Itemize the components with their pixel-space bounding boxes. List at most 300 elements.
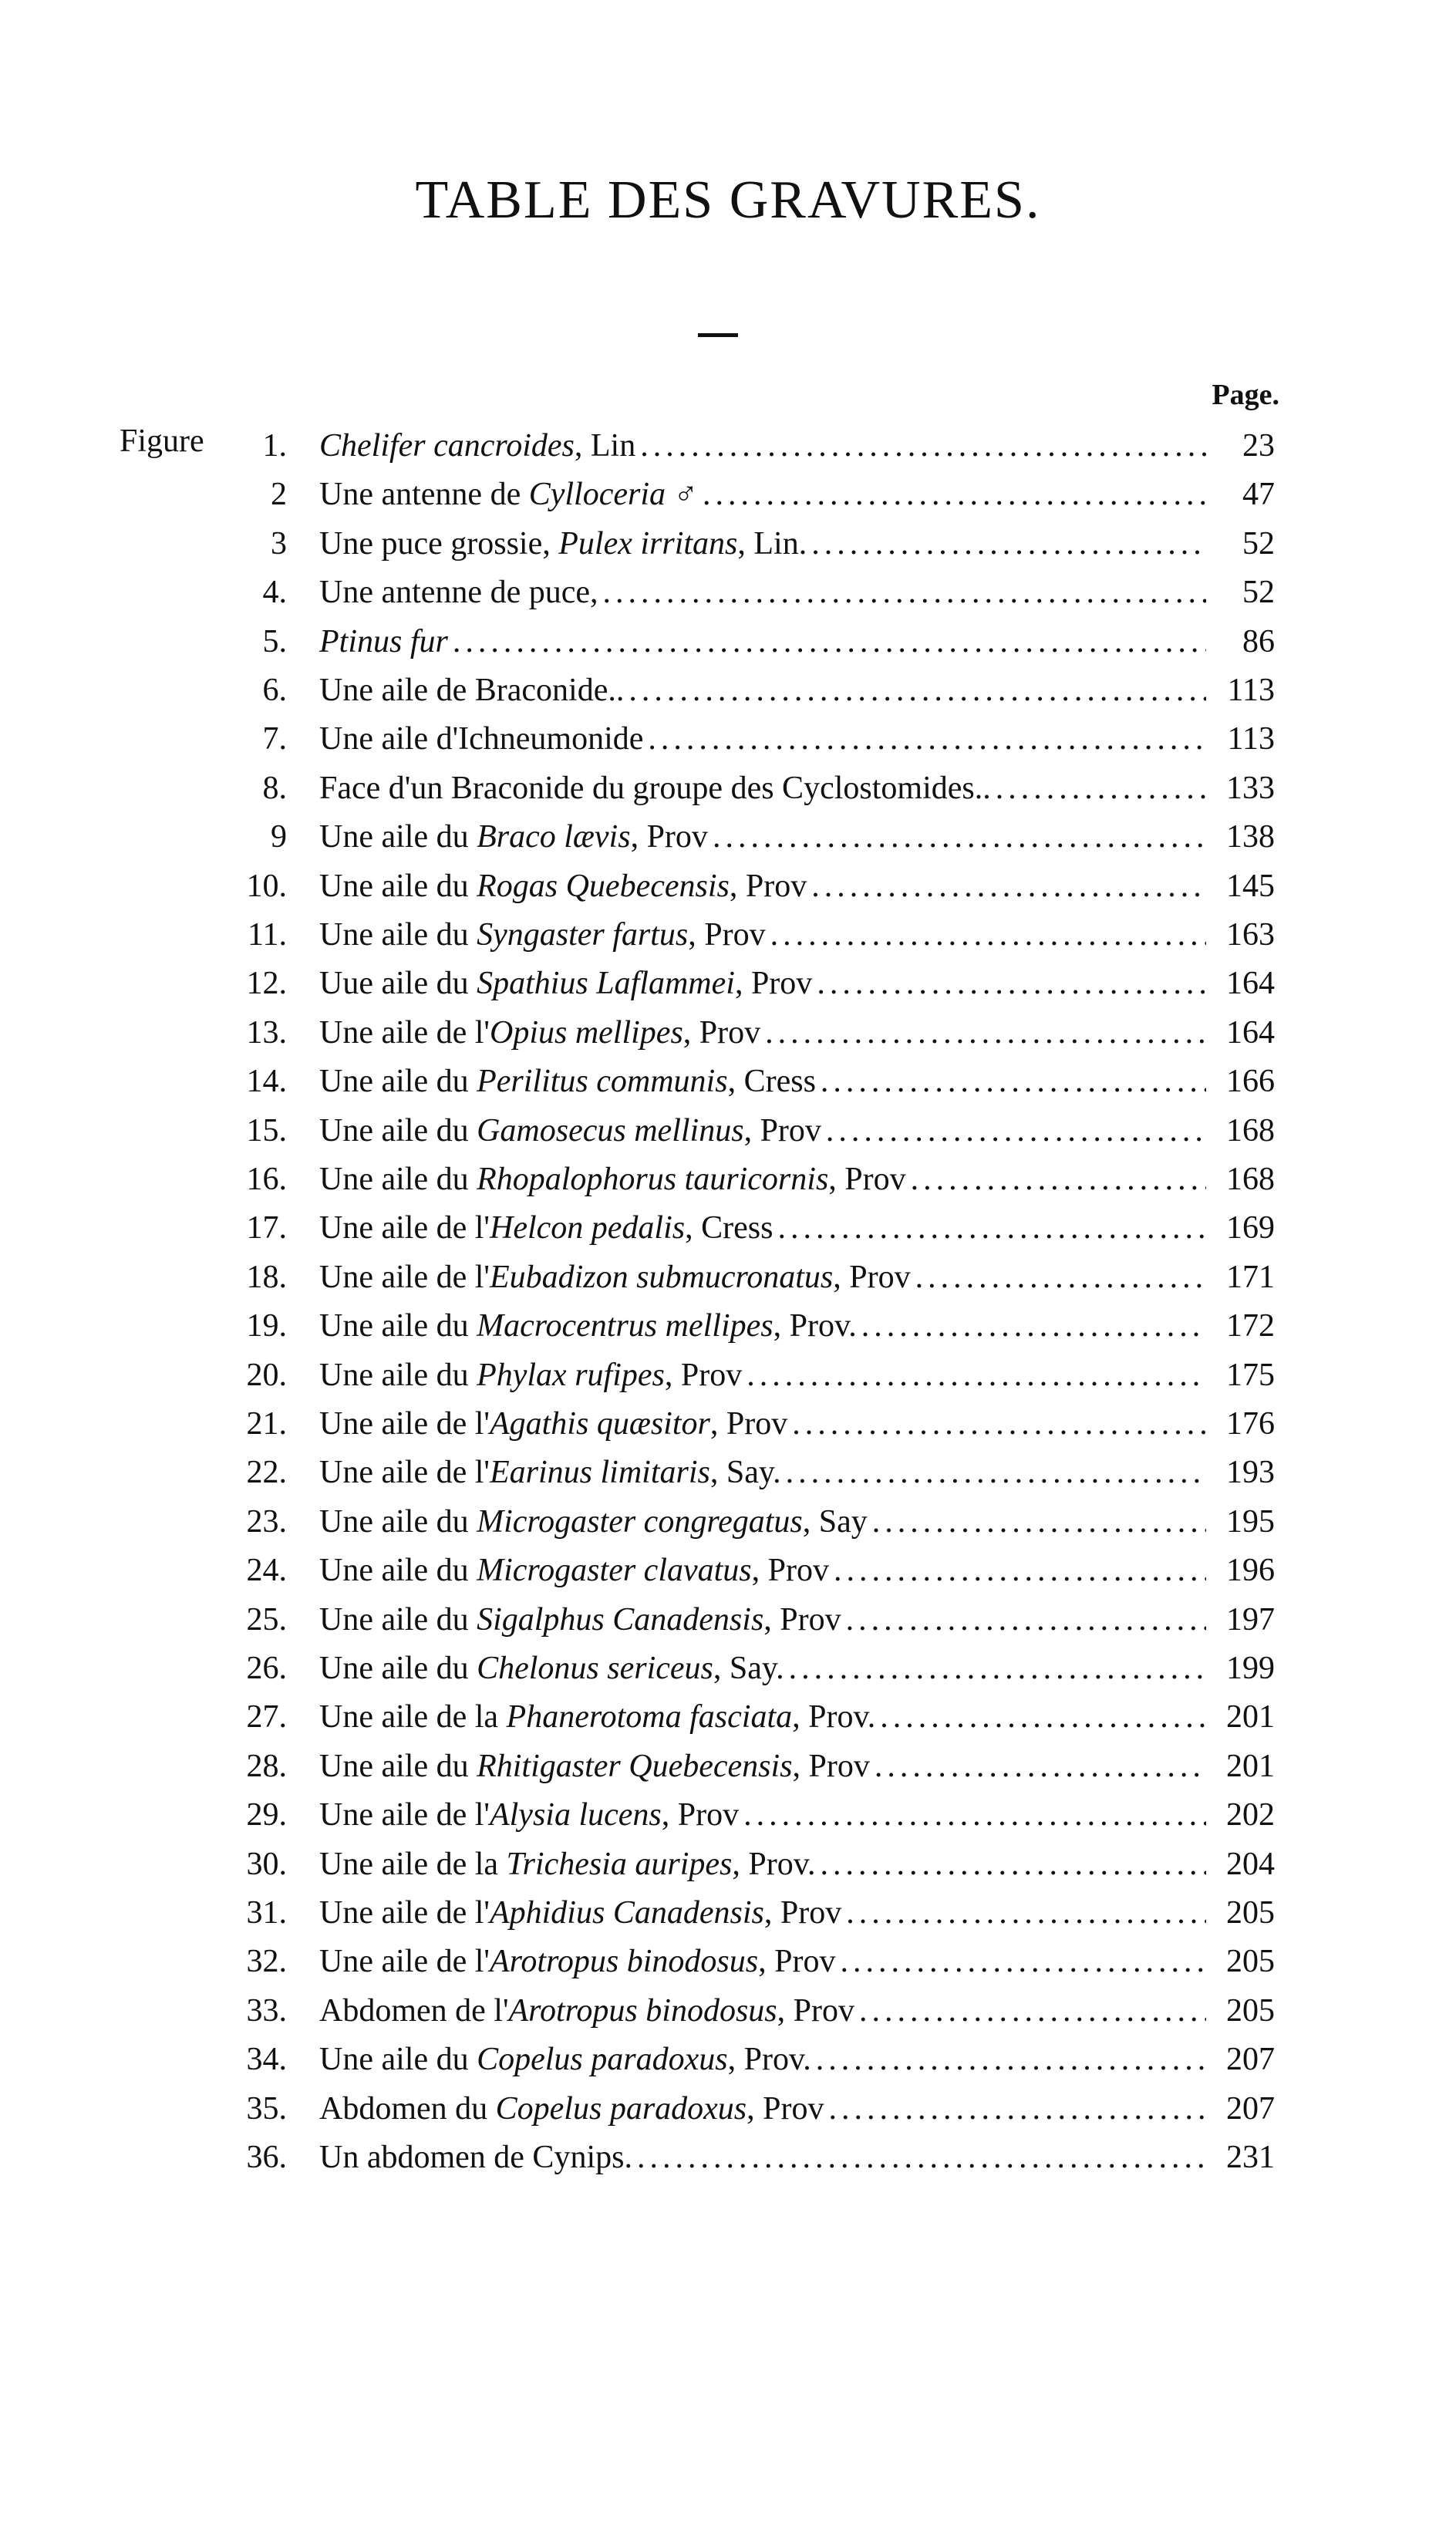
caption-prefix: Une aile du <box>319 868 477 904</box>
page-number: 145 <box>1226 868 1275 904</box>
caption-text <box>319 1499 868 1545</box>
dot-leader <box>875 1743 1206 1789</box>
species-name: Chelifer cancroides <box>319 428 575 464</box>
species-name: Braco lævis <box>477 819 631 855</box>
figure-entry <box>0 1058 1456 1105</box>
caption-suffix: , Prov <box>630 819 708 855</box>
figure-entry <box>0 1010 1456 1056</box>
dot-leader <box>996 765 1206 811</box>
figure-entry <box>0 1156 1456 1203</box>
caption-prefix: Une aile de la <box>319 1846 507 1882</box>
figure-caption <box>319 619 1206 665</box>
dot-leader <box>811 521 1206 567</box>
page-number: 199 <box>1226 1651 1275 1686</box>
dot-leader <box>789 1645 1206 1692</box>
figure-entry <box>0 1694 1456 1740</box>
figure-caption <box>319 1010 1206 1056</box>
page-number: 197 <box>1226 1601 1275 1638</box>
figure-caption <box>319 863 1206 909</box>
caption-prefix: Une antenne de <box>319 477 529 513</box>
caption-prefix: Une aile de l' <box>319 1406 490 1442</box>
page-number: 166 <box>1226 1064 1275 1100</box>
figure-entry <box>0 1449 1456 1496</box>
caption-text <box>319 1988 854 2034</box>
figure-caption <box>319 1645 1206 1692</box>
figure-entry <box>0 1743 1456 1789</box>
caption-prefix: Un abdomen de Cynips. <box>319 2140 632 2175</box>
figure-caption <box>319 1694 1206 1740</box>
caption-suffix: , Prov <box>729 868 807 904</box>
caption-suffix: , Say. <box>713 1651 784 1686</box>
caption-text <box>319 912 766 958</box>
figure-entry <box>0 569 1456 616</box>
figure-caption <box>319 1156 1206 1203</box>
page-number: 205 <box>1226 1895 1275 1931</box>
title-divider <box>698 333 738 337</box>
dot-leader <box>603 569 1207 616</box>
species-name: Arotropus binodosus <box>489 1944 759 1980</box>
caption-prefix: Une aile du <box>319 917 477 953</box>
caption-suffix: , Prov <box>758 1944 836 1980</box>
page-number: 176 <box>1226 1406 1275 1442</box>
figure-entry <box>0 1792 1456 1838</box>
species-name: Rhopalophorus tauricornis <box>477 1162 829 1197</box>
caption-suffix: , Prov <box>833 1259 911 1295</box>
figure-number: 13. <box>246 1014 287 1051</box>
page-number: 168 <box>1226 1162 1275 1197</box>
caption-prefix: Une aile du <box>319 1601 477 1638</box>
caption-prefix: Une aile de l' <box>319 1455 490 1491</box>
dot-leader <box>765 1010 1206 1056</box>
figure-number: 16. <box>246 1162 287 1197</box>
caption-prefix: Une aile du <box>319 1308 477 1344</box>
page-number: 231 <box>1226 2140 1275 2175</box>
figure-number: 35. <box>246 2090 287 2127</box>
figure-number: 23. <box>246 1503 287 1540</box>
figure-caption <box>319 423 1206 469</box>
figure-caption <box>319 667 1206 713</box>
caption-text <box>319 765 991 811</box>
page-number: 138 <box>1226 819 1275 855</box>
caption-text <box>319 1694 875 1740</box>
figure-number: 19. <box>246 1308 287 1344</box>
dot-leader <box>770 912 1206 958</box>
caption-text <box>319 2134 632 2181</box>
caption-text <box>319 1547 829 1594</box>
caption-suffix: , Prov <box>682 1014 761 1051</box>
dot-leader <box>840 1938 1206 1985</box>
page-number: 193 <box>1226 1455 1275 1491</box>
caption-suffix: , Prov <box>661 1797 740 1833</box>
species-name: Perilitus communis <box>477 1064 728 1100</box>
figure-entry <box>0 1645 1456 1692</box>
figure-caption <box>319 1938 1206 1985</box>
figure-caption <box>319 1449 1206 1496</box>
figure-entry <box>0 1547 1456 1594</box>
dot-leader <box>872 1499 1206 1545</box>
page-number: 164 <box>1226 966 1275 1002</box>
caption-prefix: Une aile du <box>319 1651 477 1686</box>
caption-prefix: Une aile du <box>319 1553 477 1589</box>
figure-number: 25. <box>246 1601 287 1638</box>
figure-caption <box>319 2134 1206 2181</box>
figure-entry <box>0 2036 1456 2083</box>
species-name: Spathius Laflammei <box>477 966 735 1002</box>
caption-prefix: Face d'un Braconide du groupe des Cyclostomides.. <box>319 770 991 806</box>
figure-entry <box>0 1597 1456 1643</box>
species-name: Rhitigaster Quebecensis <box>477 1748 793 1784</box>
figure-caption <box>319 912 1206 958</box>
species-name: Gamosecus mellinus <box>477 1112 744 1149</box>
species-name: Phylax rufipes <box>477 1357 665 1393</box>
figure-entry <box>0 716 1456 762</box>
figure-number: 18. <box>246 1259 287 1295</box>
caption-suffix: , Prov <box>792 1748 870 1784</box>
caption-text <box>319 814 708 860</box>
page-number: 86 <box>1242 623 1275 659</box>
figure-number: 27. <box>246 1699 287 1735</box>
caption-suffix: , Lin. <box>737 525 807 562</box>
caption-prefix: Une aile du <box>319 1162 477 1197</box>
figure-caption <box>319 1841 1206 1887</box>
page-number: 113 <box>1227 673 1275 708</box>
caption-prefix: Une aile du <box>319 1357 477 1393</box>
caption-text <box>319 667 624 713</box>
caption-text <box>319 1597 841 1643</box>
caption-suffix: , Prov. <box>727 2042 811 2078</box>
figure-number: 9 <box>271 819 287 855</box>
species-name: Pulex irritans <box>558 525 738 562</box>
figure-number: 31. <box>246 1895 287 1931</box>
caption-text <box>319 2086 824 2132</box>
species-name: Arotropus binodosus <box>508 1992 777 2029</box>
species-name: Aphidius Canadensis <box>489 1895 764 1931</box>
dot-leader <box>777 1205 1206 1251</box>
caption-prefix: Une aile de l' <box>319 1797 490 1833</box>
figure-caption <box>319 960 1206 1007</box>
page-number: 196 <box>1226 1553 1275 1589</box>
dot-leader <box>826 1108 1206 1154</box>
caption-text <box>319 471 698 518</box>
caption-prefix: Uue aile du <box>319 966 477 1002</box>
caption-text <box>319 521 807 567</box>
caption-suffix: , Prov. <box>792 1699 876 1735</box>
figure-caption <box>319 1743 1206 1789</box>
figure-number: 20. <box>246 1357 287 1393</box>
figure-entry <box>0 2086 1456 2132</box>
page-number: 201 <box>1226 1699 1275 1735</box>
figure-number: 34. <box>246 2042 287 2078</box>
caption-suffix: , Prov <box>763 1601 841 1638</box>
figure-number: 7. <box>262 721 287 757</box>
dot-leader <box>846 1890 1206 1936</box>
caption-prefix: Une aile du <box>319 2042 477 2078</box>
species-name: Ptinus fur <box>319 623 448 659</box>
dot-leader <box>713 814 1206 860</box>
page-number: 202 <box>1226 1797 1275 1833</box>
caption-suffix: , Prov <box>828 1162 906 1197</box>
species-name: Copelus paradoxus <box>495 2090 747 2127</box>
figure-number: 21. <box>246 1406 287 1442</box>
caption-text <box>319 569 598 616</box>
figure-caption <box>319 1547 1206 1594</box>
caption-text <box>319 1743 870 1789</box>
figure-entry <box>0 619 1456 665</box>
dot-leader <box>861 1303 1206 1349</box>
figure-number: 22. <box>246 1455 287 1491</box>
caption-suffix: , Prov <box>777 1992 854 2029</box>
species-name: Agathis quæsitor <box>489 1406 710 1442</box>
species-name: Syngaster fartus <box>477 917 689 953</box>
figure-entry <box>0 814 1456 860</box>
figure-caption <box>319 1303 1206 1349</box>
figure-number: 12. <box>246 966 287 1002</box>
figure-caption <box>319 2086 1206 2132</box>
figure-number: 14. <box>246 1064 287 1100</box>
figure-entry <box>0 423 1456 469</box>
caption-text <box>319 1938 835 1985</box>
caption-prefix: Une puce grossie, <box>319 525 559 562</box>
caption-suffix: , Prov <box>688 917 766 953</box>
page-column-header: Page. <box>1212 379 1279 411</box>
page-number: 23 <box>1242 428 1275 464</box>
caption-suffix: , Prov <box>664 1357 743 1393</box>
page-number: 52 <box>1242 525 1275 562</box>
caption-prefix: Une antenne de puce, <box>319 575 598 611</box>
figure-number: 3 <box>271 525 287 562</box>
caption-text <box>319 1401 787 1447</box>
caption-suffix: , Prov <box>709 1406 788 1442</box>
figure-caption <box>319 521 1206 567</box>
dot-leader <box>816 2036 1206 2083</box>
caption-text <box>319 1449 781 1496</box>
figure-number: 26. <box>246 1651 287 1686</box>
species-name: Alysia lucens <box>489 1797 662 1833</box>
dot-leader <box>880 1694 1206 1740</box>
caption-text <box>319 1303 857 1349</box>
figure-caption <box>319 1988 1206 2034</box>
caption-suffix: , Say <box>802 1503 868 1540</box>
caption-prefix: Abdomen du <box>319 2090 496 2127</box>
caption-text <box>319 1205 773 1251</box>
figure-number: 2 <box>271 477 287 513</box>
caption-suffix: , Cress <box>727 1064 816 1100</box>
figure-number: 8. <box>262 770 287 806</box>
figure-entry <box>0 1938 1456 1985</box>
caption-prefix: Une aile de l' <box>319 1895 490 1931</box>
species-name: Chelonus sericeus <box>477 1651 713 1686</box>
dot-leader <box>859 1988 1206 2034</box>
dot-leader <box>747 1352 1206 1398</box>
figure-entry <box>0 1108 1456 1154</box>
figure-number: 15. <box>246 1112 287 1149</box>
caption-text <box>319 1352 742 1398</box>
figure-column-label: Figure <box>120 423 204 459</box>
dot-leader <box>829 2086 1206 2132</box>
dot-leader <box>821 1058 1206 1105</box>
page-number: 169 <box>1226 1210 1275 1246</box>
figure-number: 4. <box>262 575 287 611</box>
page-number: 47 <box>1242 477 1275 513</box>
figure-entry <box>0 521 1456 567</box>
caption-text <box>319 1058 816 1105</box>
caption-text <box>319 1890 841 1936</box>
caption-text <box>319 1156 906 1203</box>
figure-caption <box>319 765 1206 811</box>
figure-number: 11. <box>248 917 287 953</box>
dot-leader <box>640 423 1206 469</box>
caption-text <box>319 619 448 665</box>
caption-text <box>319 423 635 469</box>
species-name: Trichesia auripes <box>506 1846 733 1882</box>
caption-prefix: Une aile de l' <box>319 1210 490 1246</box>
caption-suffix: , Prov. <box>773 1308 857 1344</box>
dot-leader <box>821 1841 1206 1887</box>
species-name: Helcon pedalis <box>489 1210 686 1246</box>
page-number: 204 <box>1226 1846 1275 1882</box>
caption-text <box>319 2036 811 2083</box>
caption-suffix: , Prov <box>743 1112 821 1149</box>
figure-entry <box>0 667 1456 713</box>
figure-caption <box>319 1499 1206 1545</box>
dot-leader <box>786 1449 1206 1496</box>
caption-text <box>319 1792 739 1838</box>
figure-caption <box>319 716 1206 762</box>
caption-text <box>319 716 643 762</box>
species-name: Eubadizon submucronatus <box>489 1259 834 1295</box>
figure-entry <box>0 863 1456 909</box>
species-name: Rogas Quebecensis <box>477 868 730 904</box>
figure-number: 6. <box>262 673 287 708</box>
figure-number: 24. <box>246 1553 287 1589</box>
dot-leader <box>846 1597 1206 1643</box>
dot-leader <box>817 960 1206 1007</box>
figure-entry <box>0 1254 1456 1300</box>
figure-entry <box>0 1988 1456 2034</box>
figure-entry <box>0 1401 1456 1447</box>
caption-suffix: , Cress <box>685 1210 774 1246</box>
figure-entry <box>0 471 1456 518</box>
figure-entry <box>0 1352 1456 1398</box>
figure-caption <box>319 1890 1206 1936</box>
caption-text <box>319 960 812 1007</box>
species-name: Earinus limitaris <box>489 1455 710 1491</box>
page-number: 113 <box>1227 721 1275 757</box>
dot-leader <box>792 1401 1206 1447</box>
caption-prefix: Une aile de Braconide.. <box>319 673 625 708</box>
figure-number: 5. <box>262 623 287 659</box>
species-name: Phanerotoma fasciata <box>506 1699 793 1735</box>
caption-prefix: Une aile de l' <box>319 1014 490 1051</box>
species-name: Sigalphus Canadensis <box>477 1601 764 1638</box>
figure-entry <box>0 1841 1456 1887</box>
caption-prefix: Une aile du <box>319 1064 477 1100</box>
page-number: 195 <box>1226 1503 1275 1540</box>
figure-number: 1. <box>262 428 287 464</box>
figure-number: 10. <box>246 868 287 904</box>
page-number: 205 <box>1226 1944 1275 1980</box>
figure-number: 29. <box>246 1797 287 1833</box>
caption-text <box>319 1254 911 1300</box>
page-number: 175 <box>1226 1357 1275 1393</box>
figure-caption <box>319 1254 1206 1300</box>
figure-entry <box>0 1303 1456 1349</box>
page-number: 164 <box>1226 1014 1275 1051</box>
figure-caption <box>319 1108 1206 1154</box>
page-number: 205 <box>1226 1992 1275 2029</box>
figure-entry <box>0 765 1456 811</box>
figure-entry <box>0 1499 1456 1545</box>
caption-prefix: Une aile du <box>319 819 477 855</box>
caption-suffix: , Prov <box>734 966 813 1002</box>
figure-number: 17. <box>246 1210 287 1246</box>
species-name: Macrocentrus mellipes <box>477 1308 774 1344</box>
caption-suffix: , Prov. <box>732 1846 816 1882</box>
species-name: Microgaster congregatus <box>477 1503 803 1540</box>
caption-suffix: , Prov <box>747 2090 824 2127</box>
figure-caption <box>319 1352 1206 1398</box>
figure-number: 28. <box>246 1748 287 1784</box>
page-number: 168 <box>1226 1112 1275 1149</box>
figure-number: 33. <box>246 1992 287 2029</box>
species-name: Cylloceria ♂ <box>528 477 699 513</box>
page-number: 133 <box>1226 770 1275 806</box>
caption-prefix: Une aile de la <box>319 1699 507 1735</box>
figure-caption <box>319 2036 1206 2083</box>
figure-caption <box>319 814 1206 860</box>
caption-prefix: Une aile de l' <box>319 1944 490 1980</box>
dot-leader <box>453 619 1206 665</box>
figure-caption <box>319 1058 1206 1105</box>
page-number: 201 <box>1226 1748 1275 1784</box>
caption-suffix: , Prov <box>763 1895 842 1931</box>
caption-prefix: Une aile du <box>319 1748 477 1784</box>
figure-caption <box>319 1597 1206 1643</box>
dot-leader <box>703 471 1206 518</box>
page-title: TABLE DES GRAVURES. <box>415 170 1041 230</box>
caption-prefix: Une aile d'Ichneumonide <box>319 721 644 757</box>
figure-caption <box>319 569 1206 616</box>
figure-entry <box>0 1205 1456 1251</box>
page-number: 207 <box>1226 2090 1275 2127</box>
caption-prefix: Une aile de l' <box>319 1259 490 1295</box>
species-name: Opius mellipes <box>489 1014 683 1051</box>
species-name: Microgaster clavatus <box>477 1553 752 1589</box>
dot-leader <box>629 667 1206 713</box>
caption-text <box>319 1645 784 1692</box>
figure-number: 30. <box>246 1846 287 1882</box>
figure-caption <box>319 1401 1206 1447</box>
figure-caption <box>319 1205 1206 1251</box>
caption-suffix: , Lin <box>574 428 636 464</box>
caption-prefix: Une aile du <box>319 1503 477 1540</box>
figure-entry <box>0 960 1456 1007</box>
caption-suffix: , Say. <box>709 1455 781 1491</box>
page-number: 172 <box>1226 1308 1275 1344</box>
caption-prefix: Abdomen de l' <box>319 1992 509 2029</box>
figure-entry <box>0 1890 1456 1936</box>
dot-leader <box>743 1792 1206 1838</box>
page-number: 207 <box>1226 2042 1275 2078</box>
dot-leader <box>915 1254 1206 1300</box>
caption-suffix: , Prov <box>751 1553 830 1589</box>
page-number: 163 <box>1226 917 1275 953</box>
caption-text <box>319 1108 821 1154</box>
dot-leader <box>648 716 1206 762</box>
figure-number: 32. <box>246 1944 287 1980</box>
dot-leader <box>911 1156 1206 1203</box>
caption-text <box>319 863 807 909</box>
